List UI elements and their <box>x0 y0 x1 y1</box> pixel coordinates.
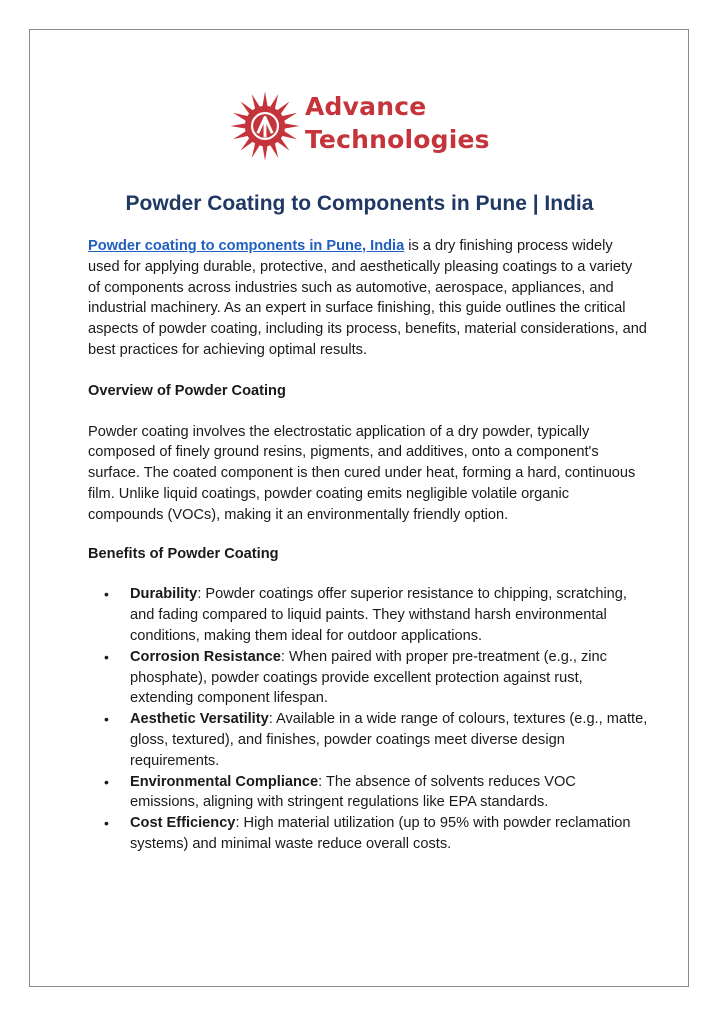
bullet-icon: • <box>104 586 109 603</box>
overview-paragraph: Powder coating involves the electrostatic application of a dry powder, typically composed of finely ground resins, pigments, and additives, onto a component's surface. The coated component is then cured under heat, forming a hard, continuous film. Unlike liquid coatings, powder coating emits negligible volatile organic compounds (VOCs), making it an environmentally friendly option. <box>88 423 636 523</box>
logo-ray <box>230 123 246 128</box>
intro-paragraph <box>88 236 648 361</box>
company-logo <box>229 86 489 166</box>
logo-line-1: Advance <box>305 92 427 121</box>
logo-wordmark <box>305 90 490 156</box>
benefits-heading: Benefits of Powder Coating <box>88 545 279 562</box>
sun-gear-logo-icon <box>229 90 301 162</box>
benefit-term: Aesthetic Versatility <box>130 711 269 728</box>
benefit-text: : Powder coatings offer superior resistance to chipping, scratching, and fading compared to liquid paints. They withstand harsh environmental conditions, making them ideal for outdoor applications. <box>130 586 627 644</box>
bullet-icon: • <box>104 711 109 728</box>
intro-text: is a dry finishing process widely used for applying durable, protective, and aesthetically pleasing coatings to a variety of components across industries such as automotive, aerospace, appliances, and industrial machinery. As an expert in surface finishing, this guide outlines the critical aspects of powder coating, including its process, benefits, material considerations, and best practices for achieving optimal results. <box>88 238 647 358</box>
logo-ray <box>284 123 300 128</box>
benefit-term: Corrosion Resistance <box>130 648 281 665</box>
list-item <box>88 584 648 646</box>
intro-link[interactable]: Powder coating to components in Pune, India <box>88 238 405 254</box>
list-item <box>88 647 648 709</box>
benefit-term: Durability <box>130 586 198 603</box>
benefit-text: : High material utilization (up to 95% with powder reclamation systems) and minimal waste reduce overall costs. <box>130 815 631 852</box>
list-item <box>88 813 648 855</box>
benefit-term: Cost Efficiency <box>130 815 236 832</box>
list-item <box>88 772 648 814</box>
document-title: Powder Coating to Components in Pune | India <box>125 192 594 215</box>
bullet-icon: • <box>104 648 109 665</box>
document-body <box>88 236 648 855</box>
logo-ray <box>262 91 267 107</box>
overview-heading: Overview of Powder Coating <box>88 382 286 399</box>
bullet-icon: • <box>104 815 109 832</box>
benefits-list <box>88 584 648 854</box>
benefit-text: : When paired with proper pre-treatment (e.g., zinc phosphate), powder coatings provide excellent protection against rust, extending component lifespan. <box>130 648 607 707</box>
benefit-text: : Available in a wide range of colours, textures (e.g., matte, gloss, textured), and finishes, powder coatings meet diverse design requirements. <box>130 711 648 769</box>
benefit-term: Environmental Compliance <box>130 773 319 790</box>
list-item <box>88 709 648 771</box>
benefit-text: : The absence of solvents reduces VOC emissions, aligning with stringent regulations like EPA standards. <box>130 773 576 811</box>
bullet-icon: • <box>104 773 109 790</box>
logo-ray <box>262 145 267 161</box>
logo-line-2: Technologies <box>305 125 490 154</box>
